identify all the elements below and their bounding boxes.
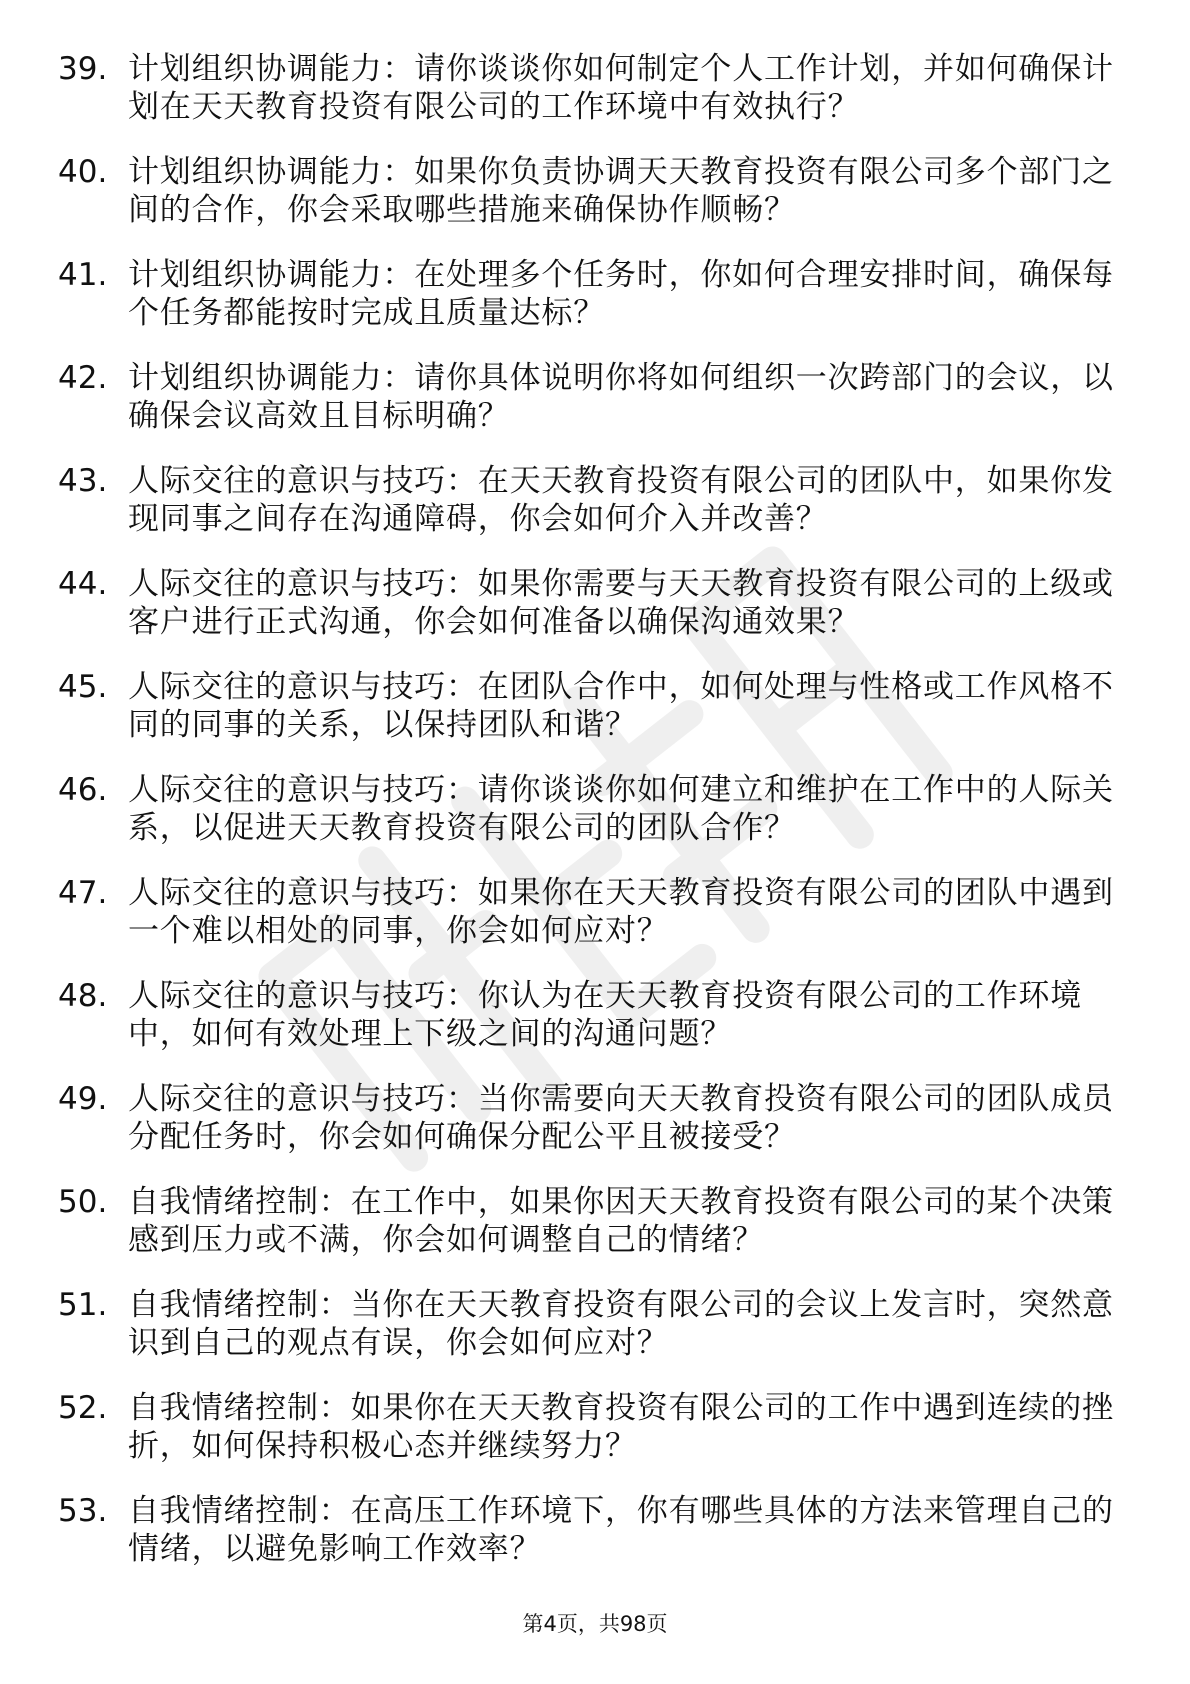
question-number: 45. xyxy=(58,669,108,705)
question-item-52 xyxy=(58,1389,1122,1465)
question-text: 计划组织协调能力：请你具体说明你将如何组织一次跨部门的会议，以确保会议高效且目标明确？ xyxy=(128,360,1114,434)
question-number: 50. xyxy=(58,1184,108,1220)
question-item-41 xyxy=(58,256,1122,332)
question-item-43 xyxy=(58,462,1122,538)
question-number: 52. xyxy=(58,1390,108,1426)
question-item-40 xyxy=(58,153,1122,229)
question-item-48 xyxy=(58,977,1122,1053)
question-text: 计划组织协调能力：请你谈谈你如何制定个人工作计划，并如何确保计划在天天教育投资有限公司的工作环境中有效执行？ xyxy=(128,51,1114,125)
question-item-47 xyxy=(58,874,1122,950)
question-text: 人际交往的意识与技巧：请你谈谈你如何建立和维护在工作中的人际关系，以促进天天教育投资有限公司的团队合作？ xyxy=(128,772,1114,846)
page-number-label: 第4页，共98页 xyxy=(522,1612,668,1636)
question-text: 人际交往的意识与技巧：当你需要向天天教育投资有限公司的团队成员分配任务时，你会如何确保分配公平且被接受？ xyxy=(128,1081,1114,1155)
question-number: 46. xyxy=(58,772,108,808)
question-item-49 xyxy=(58,1080,1122,1156)
question-item-39 xyxy=(58,50,1122,126)
question-text: 自我情绪控制：在高压工作环境下，你有哪些具体的方法来管理自己的情绪，以避免影响工作效率？ xyxy=(128,1493,1114,1567)
question-text: 自我情绪控制：在工作中，如果你因天天教育投资有限公司的某个决策感到压力或不满，你会如何调整自己的情绪？ xyxy=(128,1184,1114,1258)
question-text: 计划组织协调能力：如果你负责协调天天教育投资有限公司多个部门之间的合作，你会采取哪些措施来确保协作顺畅？ xyxy=(128,154,1114,228)
question-number: 40. xyxy=(58,154,108,190)
question-text: 人际交往的意识与技巧：如果你在天天教育投资有限公司的团队中遇到一个难以相处的同事，你会如何应对？ xyxy=(128,875,1114,949)
question-list xyxy=(58,50,1122,1595)
question-number: 51. xyxy=(58,1287,108,1323)
question-number: 53. xyxy=(58,1493,108,1529)
question-number: 44. xyxy=(58,566,108,602)
question-number: 41. xyxy=(58,257,108,293)
question-text: 自我情绪控制：当你在天天教育投资有限公司的会议上发言时，突然意识到自己的观点有误，你会如何应对？ xyxy=(128,1287,1114,1361)
question-item-45 xyxy=(58,668,1122,744)
page-footer xyxy=(0,1610,1190,1638)
question-number: 42. xyxy=(58,360,108,396)
question-text: 人际交往的意识与技巧：如果你需要与天天教育投资有限公司的上级或客户进行正式沟通，你会如何准备以确保沟通效果？ xyxy=(128,566,1114,640)
question-number: 43. xyxy=(58,463,108,499)
question-number: 47. xyxy=(58,875,108,911)
question-number: 48. xyxy=(58,978,108,1014)
question-item-44 xyxy=(58,565,1122,641)
question-item-53 xyxy=(58,1492,1122,1568)
question-text: 人际交往的意识与技巧：在天天教育投资有限公司的团队中，如果你发现同事之间存在沟通障碍，你会如何介入并改善？ xyxy=(128,463,1114,537)
question-number: 39. xyxy=(58,51,108,87)
question-text: 人际交往的意识与技巧：在团队合作中，如何处理与性格或工作风格不同的同事的关系，以保持团队和谐？ xyxy=(128,669,1114,743)
question-number: 49. xyxy=(58,1081,108,1117)
question-item-42 xyxy=(58,359,1122,435)
question-item-46 xyxy=(58,771,1122,847)
question-text: 人际交往的意识与技巧：你认为在天天教育投资有限公司的工作环境中，如何有效处理上下级之间的沟通问题？ xyxy=(128,978,1082,1052)
question-item-51 xyxy=(58,1286,1122,1362)
question-text: 自我情绪控制：如果你在天天教育投资有限公司的工作中遇到连续的挫折，如何保持积极心态并继续努力？ xyxy=(128,1390,1114,1464)
question-item-50 xyxy=(58,1183,1122,1259)
question-text: 计划组织协调能力：在处理多个任务时，你如何合理安排时间，确保每个任务都能按时完成且质量达标？ xyxy=(128,257,1114,331)
